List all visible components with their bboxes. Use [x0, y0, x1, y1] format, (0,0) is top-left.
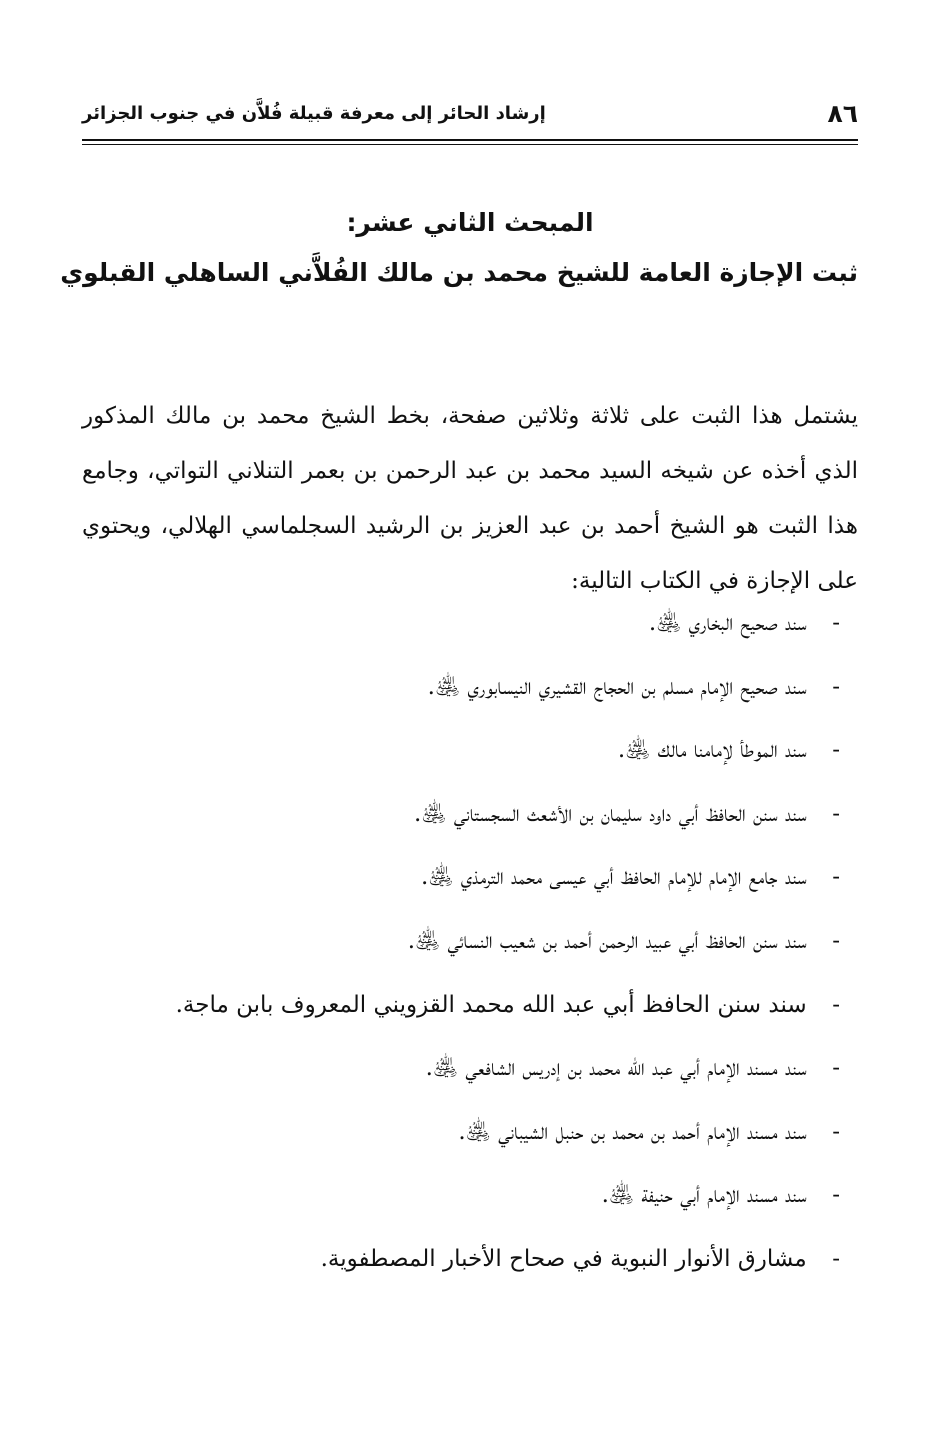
list-item — [82, 592, 858, 656]
list-item-text: سند مسند الإمام أبي حنيفة ﵁. — [601, 1182, 807, 1209]
section-heading — [60, 198, 858, 298]
header-rule-thick — [82, 139, 858, 141]
list-item — [82, 1228, 858, 1292]
list-item-text: سند مسند الإمام أبي عبد الله محمد بن إدريس الشافعي ﵁. — [425, 1055, 807, 1082]
list-item — [82, 656, 858, 720]
list-bullet: - — [832, 1182, 840, 1209]
list-bullet: - — [832, 1055, 840, 1082]
page-number: ٨٦ — [827, 99, 858, 128]
list-item — [82, 1037, 858, 1101]
list-item-text: سند جامع الإمام للإمام الحافظ أبي عيسى محمد الترمذي ﵁. — [420, 864, 807, 891]
list-bullet: - — [832, 927, 840, 954]
list-item-text: سند الموطأ لإمامنا مالك ﵁. — [617, 737, 807, 764]
list-bullet: - — [832, 991, 840, 1018]
list-bullet: - — [832, 673, 840, 700]
list-bullet: - — [832, 1118, 840, 1145]
list-item-text: سند سنن الحافظ أبي داود سليمان بن الأشعث السجستاني ﵁. — [413, 800, 807, 827]
list-item — [82, 1164, 858, 1228]
list-item-text: سند مسند الإمام أحمد بن محمد بن حنبل الشيباني ﵁. — [458, 1118, 807, 1145]
section-title-subject: ثبت الإجازة العامة للشيخ محمد بن مالك الفُلاَّني الساهلي القبلوي — [60, 258, 858, 287]
running-header — [82, 96, 858, 132]
list-bullet: - — [832, 1245, 840, 1272]
list-item-text: سند سنن الحافظ أبي عبيد الرحمن أحمد بن شعيب النسائي ﵁. — [407, 927, 807, 954]
intro-paragraph: يشتمل هذا الثبت على ثلاثة وثلاثين صفحة، بخط الشيخ محمد بن مالك المذكور الذي أخذه عن شيخه السيد محمد بن عبد الرحمن بن بعمر التنلاني التواتي، وجامع هذا الثبت هو الشيخ أحمد بن عبد العزيز بن الرشيد السجلماسي الهلالي، ويحتوي على الإجازة في الكتاب التالية: — [82, 403, 858, 594]
list-item — [82, 719, 858, 783]
book-title: إرشاد الحائر إلى معرفة قبيلة فُلاَّن في جنوب الجزائر — [82, 103, 546, 124]
list-item — [82, 783, 858, 847]
list-bullet: - — [832, 610, 840, 636]
list-bullet: - — [832, 864, 840, 891]
list-item — [82, 1101, 858, 1165]
list-item-text: سند سنن الحافظ أبي عبد الله محمد القزويني المعروف بابن ماجة. — [175, 991, 807, 1018]
header-rule-thin — [82, 144, 858, 145]
list-bullet: - — [832, 737, 840, 764]
list-item-text: مشارق الأنوار النبوية في صحاح الأخبار المصطفوية. — [320, 1245, 807, 1272]
list-item-text: سند صحيح الإمام مسلم بن الحجاج القشيري النيسابوري ﵁. — [427, 673, 807, 700]
list-bullet: - — [832, 800, 840, 827]
list-item — [82, 910, 858, 974]
list-item — [82, 846, 858, 910]
section-title-number: المبحث الثاني عشر: — [346, 208, 594, 237]
list-item — [82, 974, 858, 1038]
list-item-text: سند صحيح البخاري ﵁. — [648, 610, 807, 636]
book-list — [82, 592, 858, 1292]
